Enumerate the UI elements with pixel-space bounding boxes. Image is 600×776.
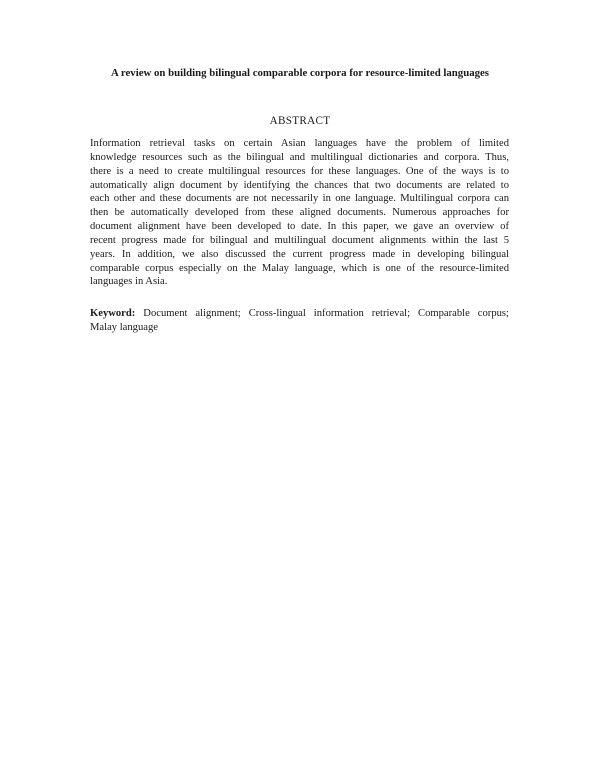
- abstract-line: there is a need to create multilingual resources for these languages. One of the ways is to: [90, 165, 509, 177]
- abstract-line: each other and these documents are not necessarily in one language. Multilingual corpora can: [90, 193, 509, 205]
- abstract-line: comparable corpus especially on the Malay language, which is one of the resource-limited: [90, 262, 509, 274]
- abstract-heading: ABSTRACT: [269, 115, 331, 127]
- keywords-line: [90, 307, 509, 321]
- abstract-line: then be automatically developed from these aligned documents. Numerous approaches for: [90, 207, 509, 219]
- abstract-line: Information retrieval tasks on certain Asian languages have the problem of limited: [90, 138, 509, 149]
- abstract-line: document alignment have been developed to date. In this paper, we gave an overview of: [90, 221, 509, 233]
- keywords-line-2: Malay language: [90, 321, 158, 333]
- keywords-text: Document alignment; Cross-lingual information retrieval; Comparable corpus;: [135, 308, 509, 319]
- abstract-line: years. In addition, we also discussed the current progress made in developing bilingual: [90, 248, 509, 260]
- abstract-line: recent progress made for bilingual and multilingual document alignments within the last 5: [90, 234, 509, 246]
- keywords-label: Keyword:: [90, 308, 136, 319]
- abstract-line: languages in Asia.: [90, 276, 168, 288]
- abstract-line: automatically align document by identifying the chances that two documents are related to: [90, 179, 509, 191]
- abstract-line: knowledge resources such as the bilingual and multilingual dictionaries and corpora. Thus,: [90, 151, 509, 163]
- keywords-block: [90, 307, 509, 335]
- paper-title: A review on building bilingual comparable corpora for resource-limited languages: [111, 67, 489, 79]
- abstract-body: [90, 137, 509, 289]
